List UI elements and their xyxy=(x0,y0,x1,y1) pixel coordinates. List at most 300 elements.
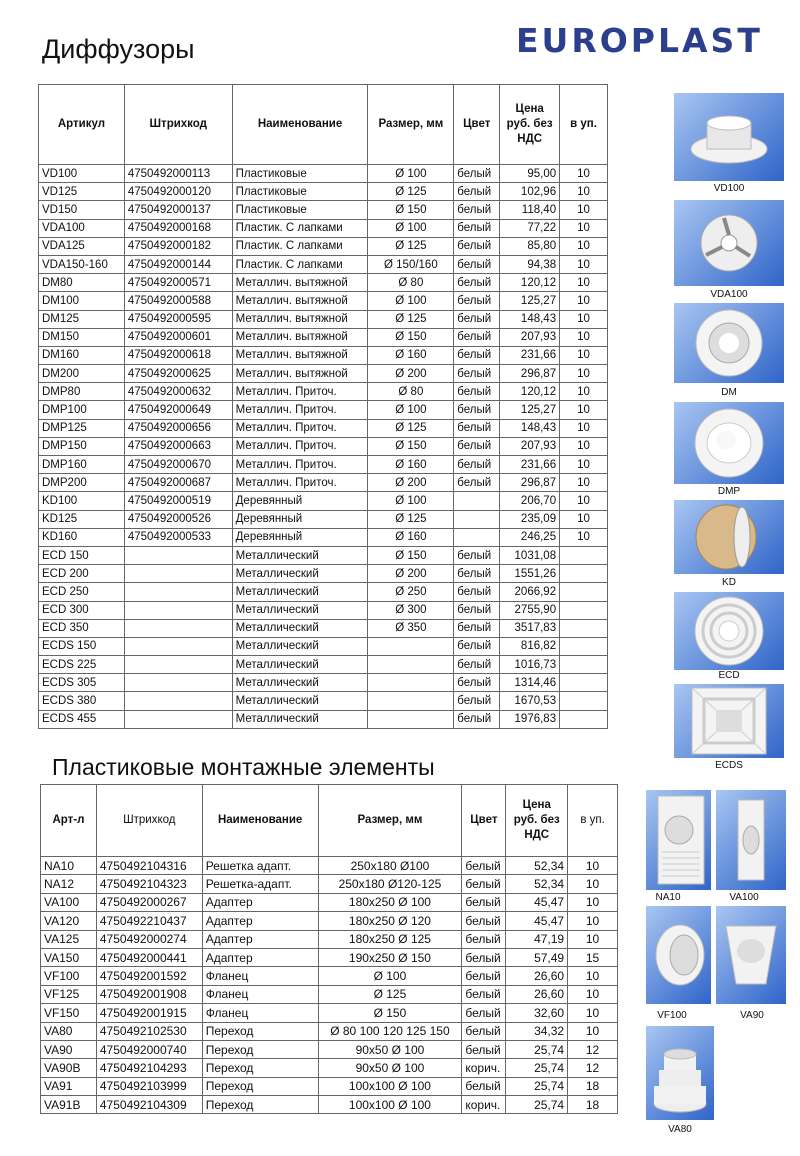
cell-price: 102,96 xyxy=(500,183,560,201)
cell-barcode: 4750492000595 xyxy=(124,310,232,328)
cell-name: Пластик. С лапками xyxy=(232,255,368,273)
cell-name: Деревянный xyxy=(232,510,368,528)
cell-article: VA90B xyxy=(41,1059,97,1077)
cell-barcode: 4750492000182 xyxy=(124,237,232,255)
cell-size: Ø 100 xyxy=(368,219,454,237)
cell-name: Адаптер xyxy=(202,948,318,966)
cell-article: KD160 xyxy=(39,528,125,546)
cell-name: Металлич. вытяжной xyxy=(232,292,368,310)
cell-barcode: 4750492102530 xyxy=(96,1022,202,1040)
cell-color: белый xyxy=(454,183,500,201)
cell-pack: 10 xyxy=(560,456,608,474)
cell-name: Пластиковые xyxy=(232,165,368,183)
cell-name: Переход xyxy=(202,1096,318,1114)
cell-price: 52,34 xyxy=(506,857,568,875)
cell-color: белый xyxy=(454,292,500,310)
cell-size: 180x250 Ø 125 xyxy=(318,930,462,948)
cell-price: 1016,73 xyxy=(500,656,560,674)
cell-size: 100x100 Ø 100 xyxy=(318,1077,462,1095)
cell-price: 52,34 xyxy=(506,875,568,893)
cell-price: 1670,53 xyxy=(500,692,560,710)
cell-article: DMP200 xyxy=(39,474,125,492)
table-row xyxy=(41,912,618,930)
cell-barcode: 4750492000274 xyxy=(96,930,202,948)
table-row xyxy=(39,401,608,419)
cell-price: 3517,83 xyxy=(500,619,560,637)
cell-article: DMP150 xyxy=(39,437,125,455)
header-barcode: Штрихкод xyxy=(124,85,232,165)
cell-size: Ø 100 xyxy=(368,492,454,510)
cell-article: DM200 xyxy=(39,365,125,383)
table-row xyxy=(39,492,608,510)
cell-color: белый xyxy=(454,165,500,183)
table-row xyxy=(41,930,618,948)
table-row xyxy=(39,383,608,401)
cell-pack: 10 xyxy=(560,219,608,237)
header-color: Цвет xyxy=(462,785,506,857)
cell-price: 32,60 xyxy=(506,1004,568,1022)
cell-pack: 10 xyxy=(560,165,608,183)
cell-article: NA10 xyxy=(41,857,97,875)
cell-price: 296,87 xyxy=(500,365,560,383)
cell-name: Металлич. Приточ. xyxy=(232,437,368,455)
supply-diffuser-icon xyxy=(674,402,784,484)
cell-barcode: 4750492104309 xyxy=(96,1096,202,1114)
cell-name: Деревянный xyxy=(232,492,368,510)
header-pack: в уп. xyxy=(560,85,608,165)
cell-pack: 10 xyxy=(568,1022,618,1040)
cell-barcode: 4750492000601 xyxy=(124,328,232,346)
cell-color: белый xyxy=(454,219,500,237)
round-diffuser-icon xyxy=(674,93,784,181)
table-row xyxy=(41,875,618,893)
cell-color: белый xyxy=(454,346,500,364)
cell-article: ECDS 305 xyxy=(39,674,125,692)
cell-price: 25,74 xyxy=(506,1059,568,1077)
cell-pack xyxy=(560,656,608,674)
mounting-elements-table xyxy=(40,784,618,1114)
transition-icon xyxy=(716,906,786,1004)
cell-pack: 18 xyxy=(568,1077,618,1095)
cell-pack: 10 xyxy=(568,930,618,948)
cell-color: белый xyxy=(454,474,500,492)
cell-article: DMP160 xyxy=(39,456,125,474)
cell-price: 25,74 xyxy=(506,1096,568,1114)
cell-price: 148,43 xyxy=(500,310,560,328)
header-color: Цвет xyxy=(454,85,500,165)
cell-pack xyxy=(560,710,608,728)
cell-barcode: 4750492104316 xyxy=(96,857,202,875)
flange-icon xyxy=(646,906,711,1004)
table-row xyxy=(39,183,608,201)
cell-barcode: 4750492001592 xyxy=(96,967,202,985)
cell-pack: 15 xyxy=(568,948,618,966)
cell-name: Металлич. Приточ. xyxy=(232,419,368,437)
cell-size: 180x250 Ø 100 xyxy=(318,893,462,911)
cell-price: 231,66 xyxy=(500,346,560,364)
cell-name: Пластиковые xyxy=(232,183,368,201)
cell-pack: 10 xyxy=(560,183,608,201)
cell-size: Ø 100 xyxy=(318,967,462,985)
cell-pack: 10 xyxy=(560,274,608,292)
cell-article: KD125 xyxy=(39,510,125,528)
cell-article: ECD 200 xyxy=(39,565,125,583)
table-row xyxy=(39,637,608,655)
cell-size: Ø 125 xyxy=(368,183,454,201)
table-row xyxy=(41,1077,618,1095)
cell-article: VA120 xyxy=(41,912,97,930)
cell-barcode: 4750492000632 xyxy=(124,383,232,401)
cell-color: белый xyxy=(454,274,500,292)
grille-adapter-icon xyxy=(646,790,711,890)
cell-pack: 10 xyxy=(560,365,608,383)
cell-size: Ø 150/160 xyxy=(368,255,454,273)
cell-size xyxy=(368,656,454,674)
table-row xyxy=(39,710,608,728)
cell-pack: 10 xyxy=(560,310,608,328)
header-size: Размер, мм xyxy=(368,85,454,165)
cell-price: 34,32 xyxy=(506,1022,568,1040)
cell-barcode: 4750492210437 xyxy=(96,912,202,930)
cell-color: белый xyxy=(454,565,500,583)
cell-size: Ø 100 xyxy=(368,292,454,310)
image-caption: VF100 xyxy=(657,1010,687,1021)
cell-name: Переход xyxy=(202,1059,318,1077)
cell-size: Ø 125 xyxy=(318,985,462,1003)
cell-price: 2755,90 xyxy=(500,601,560,619)
cell-name: Металлический xyxy=(232,565,368,583)
cell-color: корич. xyxy=(462,1096,506,1114)
cell-size: Ø 200 xyxy=(368,565,454,583)
cell-color: белый xyxy=(462,1022,506,1040)
cell-article: KD100 xyxy=(39,492,125,510)
cell-barcode: 4750492000519 xyxy=(124,492,232,510)
cell-color: корич. xyxy=(462,1059,506,1077)
cell-size: 90x50 Ø 100 xyxy=(318,1059,462,1077)
cell-color: белый xyxy=(454,692,500,710)
cell-color: белый xyxy=(454,201,500,219)
cell-barcode: 4750492000533 xyxy=(124,528,232,546)
cell-size: Ø 100 xyxy=(368,165,454,183)
cell-article: VDA100 xyxy=(39,219,125,237)
cell-price: 207,93 xyxy=(500,328,560,346)
cell-barcode: 4750492001915 xyxy=(96,1004,202,1022)
cell-pack xyxy=(560,601,608,619)
cell-pack: 10 xyxy=(560,474,608,492)
cell-size: 190x250 Ø 150 xyxy=(318,948,462,966)
cell-name: Металлический xyxy=(232,546,368,564)
cell-size: Ø 150 xyxy=(368,546,454,564)
cell-price: 2066,92 xyxy=(500,583,560,601)
cell-article: VA80 xyxy=(41,1022,97,1040)
cell-price: 118,40 xyxy=(500,201,560,219)
image-caption: NA10 xyxy=(655,892,681,903)
cell-size: Ø 125 xyxy=(368,419,454,437)
cell-barcode: 4750492000740 xyxy=(96,1040,202,1058)
table-row xyxy=(41,1040,618,1058)
cell-color: белый xyxy=(454,255,500,273)
cell-size: 180x250 Ø 120 xyxy=(318,912,462,930)
cell-name: Металлический xyxy=(232,656,368,674)
header-size: Размер, мм xyxy=(318,785,462,857)
cell-barcode: 4750492000144 xyxy=(124,255,232,273)
cell-article: DMP125 xyxy=(39,419,125,437)
cell-price: 85,80 xyxy=(500,237,560,255)
cell-color: белый xyxy=(454,401,500,419)
cell-pack: 10 xyxy=(568,857,618,875)
cell-size: Ø 100 xyxy=(368,401,454,419)
cell-pack: 10 xyxy=(560,383,608,401)
cell-size: Ø 125 xyxy=(368,310,454,328)
cell-barcode: 4750492000588 xyxy=(124,292,232,310)
cell-name: Переход xyxy=(202,1077,318,1095)
cell-article: DMP80 xyxy=(39,383,125,401)
cell-barcode xyxy=(124,601,232,619)
cell-pack: 10 xyxy=(560,346,608,364)
cell-color: белый xyxy=(462,875,506,893)
table-row xyxy=(39,328,608,346)
cell-article: ECDS 455 xyxy=(39,710,125,728)
cell-color: белый xyxy=(454,710,500,728)
square-diffuser-icon xyxy=(674,684,784,758)
stepped-transition-icon xyxy=(646,1026,714,1120)
cell-pack: 10 xyxy=(560,510,608,528)
cell-color: белый xyxy=(454,328,500,346)
table-row xyxy=(41,967,618,985)
cell-size: Ø 200 xyxy=(368,365,454,383)
cell-price: 816,82 xyxy=(500,637,560,655)
cell-pack: 10 xyxy=(560,401,608,419)
cell-color: белый xyxy=(454,637,500,655)
cell-color: белый xyxy=(462,912,506,930)
wooden-diffuser-icon xyxy=(674,500,784,574)
cell-price: 246,25 xyxy=(500,528,560,546)
cell-price: 25,74 xyxy=(506,1077,568,1095)
cell-name: Пластиковые xyxy=(232,201,368,219)
table-row xyxy=(39,656,608,674)
cell-size: Ø 125 xyxy=(368,237,454,255)
cell-name: Металлич. вытяжной xyxy=(232,274,368,292)
cell-price: 1976,83 xyxy=(500,710,560,728)
cell-barcode xyxy=(124,692,232,710)
cell-name: Фланец xyxy=(202,1004,318,1022)
table-row xyxy=(39,528,608,546)
diffuser-with-tabs-icon xyxy=(674,200,784,286)
cell-article: VD150 xyxy=(39,201,125,219)
table-row xyxy=(39,201,608,219)
image-caption: VA80 xyxy=(668,1124,692,1135)
cell-pack xyxy=(560,637,608,655)
cell-barcode: 4750492000168 xyxy=(124,219,232,237)
cell-size: Ø 80 xyxy=(368,274,454,292)
cell-pack: 10 xyxy=(568,1004,618,1022)
cell-price: 120,12 xyxy=(500,383,560,401)
cell-size: 90x50 Ø 100 xyxy=(318,1040,462,1058)
cell-barcode: 4750492000618 xyxy=(124,346,232,364)
cell-color: белый xyxy=(462,1004,506,1022)
header-article: Арт-л xyxy=(41,785,97,857)
table-row xyxy=(39,237,608,255)
cell-size: Ø 160 xyxy=(368,528,454,546)
cell-price: 26,60 xyxy=(506,967,568,985)
cell-pack: 12 xyxy=(568,1059,618,1077)
cell-barcode: 4750492000649 xyxy=(124,401,232,419)
cell-color: белый xyxy=(454,619,500,637)
cell-pack: 18 xyxy=(568,1096,618,1114)
cell-name: Металлич. вытяжной xyxy=(232,310,368,328)
cell-size: Ø 300 xyxy=(368,601,454,619)
cell-article: ECD 350 xyxy=(39,619,125,637)
cell-article: VD100 xyxy=(39,165,125,183)
table-row xyxy=(39,601,608,619)
cell-size: Ø 150 xyxy=(368,201,454,219)
cell-price: 1314,46 xyxy=(500,674,560,692)
cell-name: Металлический xyxy=(232,692,368,710)
cell-name: Деревянный xyxy=(232,528,368,546)
image-caption: DM xyxy=(721,387,737,398)
cell-color xyxy=(454,492,500,510)
cell-pack: 10 xyxy=(568,985,618,1003)
table-row xyxy=(39,292,608,310)
cell-name: Переход xyxy=(202,1022,318,1040)
cell-size: Ø 350 xyxy=(368,619,454,637)
cell-name: Металлический xyxy=(232,674,368,692)
header-pack: в уп. xyxy=(568,785,618,857)
table-row xyxy=(39,165,608,183)
cell-barcode: 4750492000113 xyxy=(124,165,232,183)
cell-color: белый xyxy=(462,985,506,1003)
cell-size: 100x100 Ø 100 xyxy=(318,1096,462,1114)
cell-price: 148,43 xyxy=(500,419,560,437)
table-row xyxy=(39,274,608,292)
cell-barcode: 4750492000670 xyxy=(124,456,232,474)
cell-barcode: 4750492000625 xyxy=(124,365,232,383)
header-barcode: Штрихкод xyxy=(96,785,202,857)
cell-size: Ø 150 xyxy=(318,1004,462,1022)
cell-barcode xyxy=(124,710,232,728)
cell-size xyxy=(368,674,454,692)
cell-barcode xyxy=(124,674,232,692)
cell-article: ECDS 380 xyxy=(39,692,125,710)
cell-price: 1031,08 xyxy=(500,546,560,564)
header-article: Артикул xyxy=(39,85,125,165)
table-row xyxy=(39,565,608,583)
cell-price: 47,19 xyxy=(506,930,568,948)
header-name: Наименование xyxy=(202,785,318,857)
cell-color: белый xyxy=(454,674,500,692)
cell-price: 26,60 xyxy=(506,985,568,1003)
cell-article: ECD 150 xyxy=(39,546,125,564)
cell-price: 125,27 xyxy=(500,401,560,419)
table-row xyxy=(41,1059,618,1077)
cell-name: Металлический xyxy=(232,710,368,728)
cell-pack: 10 xyxy=(560,437,608,455)
cell-barcode: 4750492000441 xyxy=(96,948,202,966)
cell-name: Адаптер xyxy=(202,930,318,948)
cell-name: Металлич. Приточ. xyxy=(232,474,368,492)
cell-pack xyxy=(560,565,608,583)
table-row xyxy=(41,948,618,966)
table-row xyxy=(39,310,608,328)
cell-barcode xyxy=(124,546,232,564)
cell-name: Пластик. С лапками xyxy=(232,237,368,255)
cell-size: Ø 150 xyxy=(368,328,454,346)
cell-pack: 10 xyxy=(568,875,618,893)
cell-barcode xyxy=(124,656,232,674)
table-row xyxy=(39,419,608,437)
cell-article: NA12 xyxy=(41,875,97,893)
cell-pack: 10 xyxy=(560,255,608,273)
cell-price: 25,74 xyxy=(506,1040,568,1058)
cell-color: белый xyxy=(454,310,500,328)
table-row xyxy=(39,255,608,273)
section-subtitle: Пластиковые монтажные элементы xyxy=(52,754,435,780)
cell-article: ECD 250 xyxy=(39,583,125,601)
cell-color xyxy=(454,510,500,528)
cell-barcode: 4750492000526 xyxy=(124,510,232,528)
cell-name: Металлич. вытяжной xyxy=(232,365,368,383)
cell-pack xyxy=(560,583,608,601)
cell-color: белый xyxy=(454,437,500,455)
cell-article: VA91B xyxy=(41,1096,97,1114)
header-name: Наименование xyxy=(232,85,368,165)
cell-size: Ø 160 xyxy=(368,456,454,474)
cell-pack: 10 xyxy=(568,912,618,930)
cell-price: 120,12 xyxy=(500,274,560,292)
page-title: Диффузоры xyxy=(42,34,195,64)
brand-logo: EUROPLAST xyxy=(516,21,763,60)
cell-article: DM100 xyxy=(39,292,125,310)
cell-size: Ø 250 xyxy=(368,583,454,601)
table-row xyxy=(41,985,618,1003)
image-caption: VDA100 xyxy=(710,289,748,300)
cell-size xyxy=(368,637,454,655)
cell-barcode: 4750492104293 xyxy=(96,1059,202,1077)
image-caption: DMP xyxy=(717,486,741,497)
cell-name: Переход xyxy=(202,1040,318,1058)
header-price: Цена руб. без НДС xyxy=(506,785,568,857)
table-row xyxy=(39,510,608,528)
cell-name: Адаптер xyxy=(202,912,318,930)
cell-pack xyxy=(560,619,608,637)
cell-barcode: 4750492000571 xyxy=(124,274,232,292)
cell-color: белый xyxy=(454,365,500,383)
cell-article: VDA125 xyxy=(39,237,125,255)
cell-price: 207,93 xyxy=(500,437,560,455)
cell-pack: 10 xyxy=(560,528,608,546)
cell-barcode: 4750492000137 xyxy=(124,201,232,219)
cell-pack: 10 xyxy=(560,492,608,510)
cell-article: VA150 xyxy=(41,948,97,966)
cell-size: Ø 160 xyxy=(368,346,454,364)
cell-name: Металлич. Приточ. xyxy=(232,383,368,401)
cell-color: белый xyxy=(454,656,500,674)
cell-barcode: 4750492001908 xyxy=(96,985,202,1003)
cell-name: Фланец xyxy=(202,985,318,1003)
table-row xyxy=(39,583,608,601)
table-row xyxy=(39,474,608,492)
cell-article: VF100 xyxy=(41,967,97,985)
image-caption: VA90 xyxy=(740,1010,764,1021)
cell-article: DMP100 xyxy=(39,401,125,419)
cell-price: 94,38 xyxy=(500,255,560,273)
cell-color: белый xyxy=(462,930,506,948)
cell-color: белый xyxy=(454,383,500,401)
cell-article: VA125 xyxy=(41,930,97,948)
diffusers-table xyxy=(38,84,608,729)
cell-name: Адаптер xyxy=(202,893,318,911)
cell-size xyxy=(368,692,454,710)
